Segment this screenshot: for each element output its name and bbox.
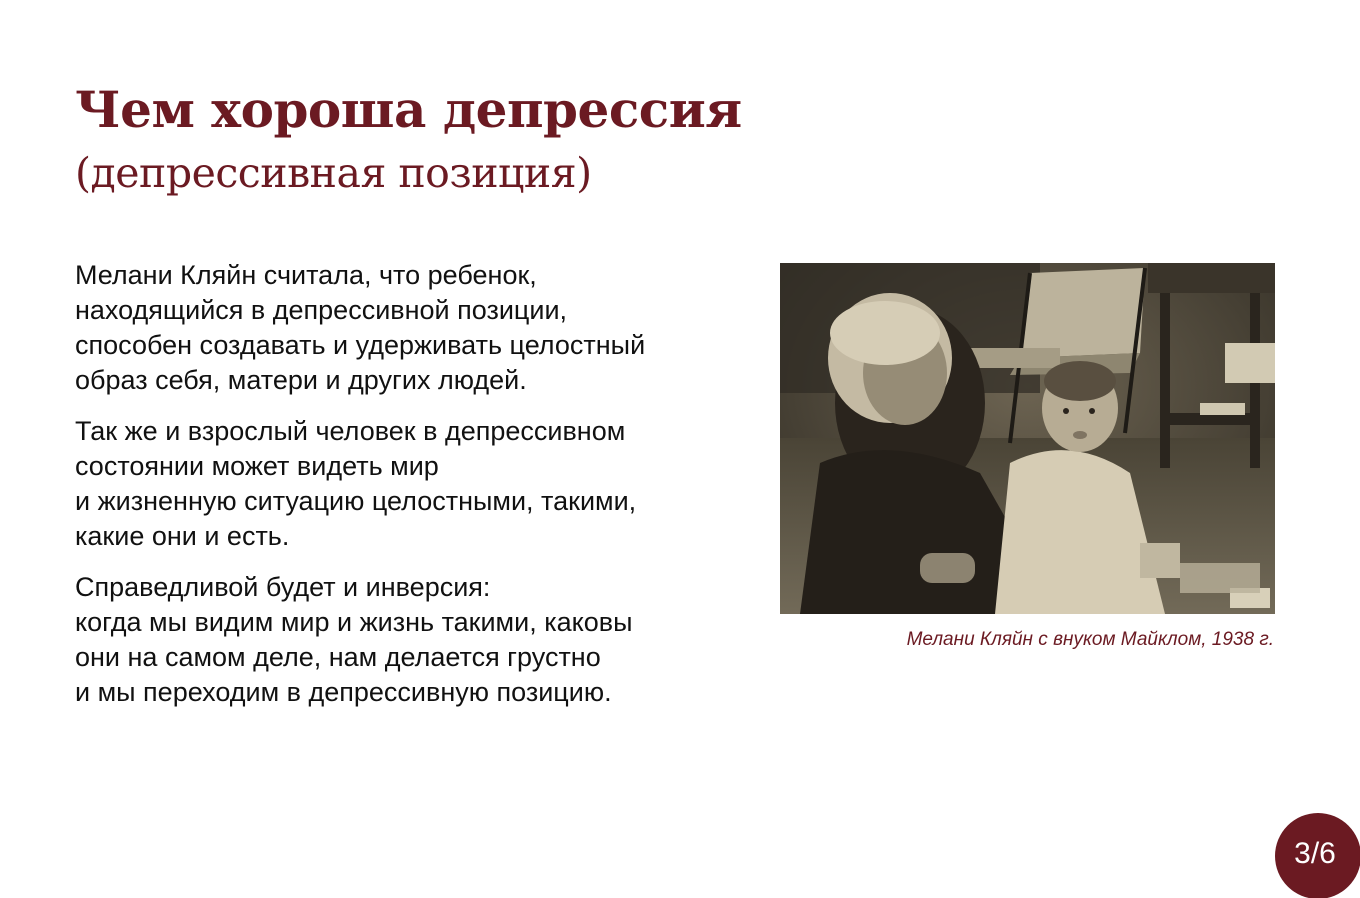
- paragraph-3: Справедливой будет и инверсия: когда мы видим мир и жизнь такими, каковы они на самом деле, нам делается грустно и мы переходим в депрессивную позицию.: [75, 572, 633, 707]
- historical-photo: [780, 263, 1275, 614]
- body-text: [75, 258, 735, 726]
- paragraph-2: Так же и взрослый человек в депрессивном состоянии может видеть мир и жизненную ситуацию целостными, такими, какие они и есть.: [75, 416, 637, 551]
- slide-subtitle: (депрессивная позиция): [75, 149, 592, 197]
- slide-title: Чем хороша депрессия: [75, 80, 742, 139]
- page-indicator-badge: 3/6: [1275, 813, 1360, 898]
- paragraph-1: Мелани Кляйн считала, что ребенок, находящийся в депрессивной позиции, способен создавать и удерживать целостный образ себя, матери и других людей.: [75, 260, 646, 395]
- photo-caption: Мелани Кляйн с внуком Майклом, 1938 г.: [906, 629, 1274, 650]
